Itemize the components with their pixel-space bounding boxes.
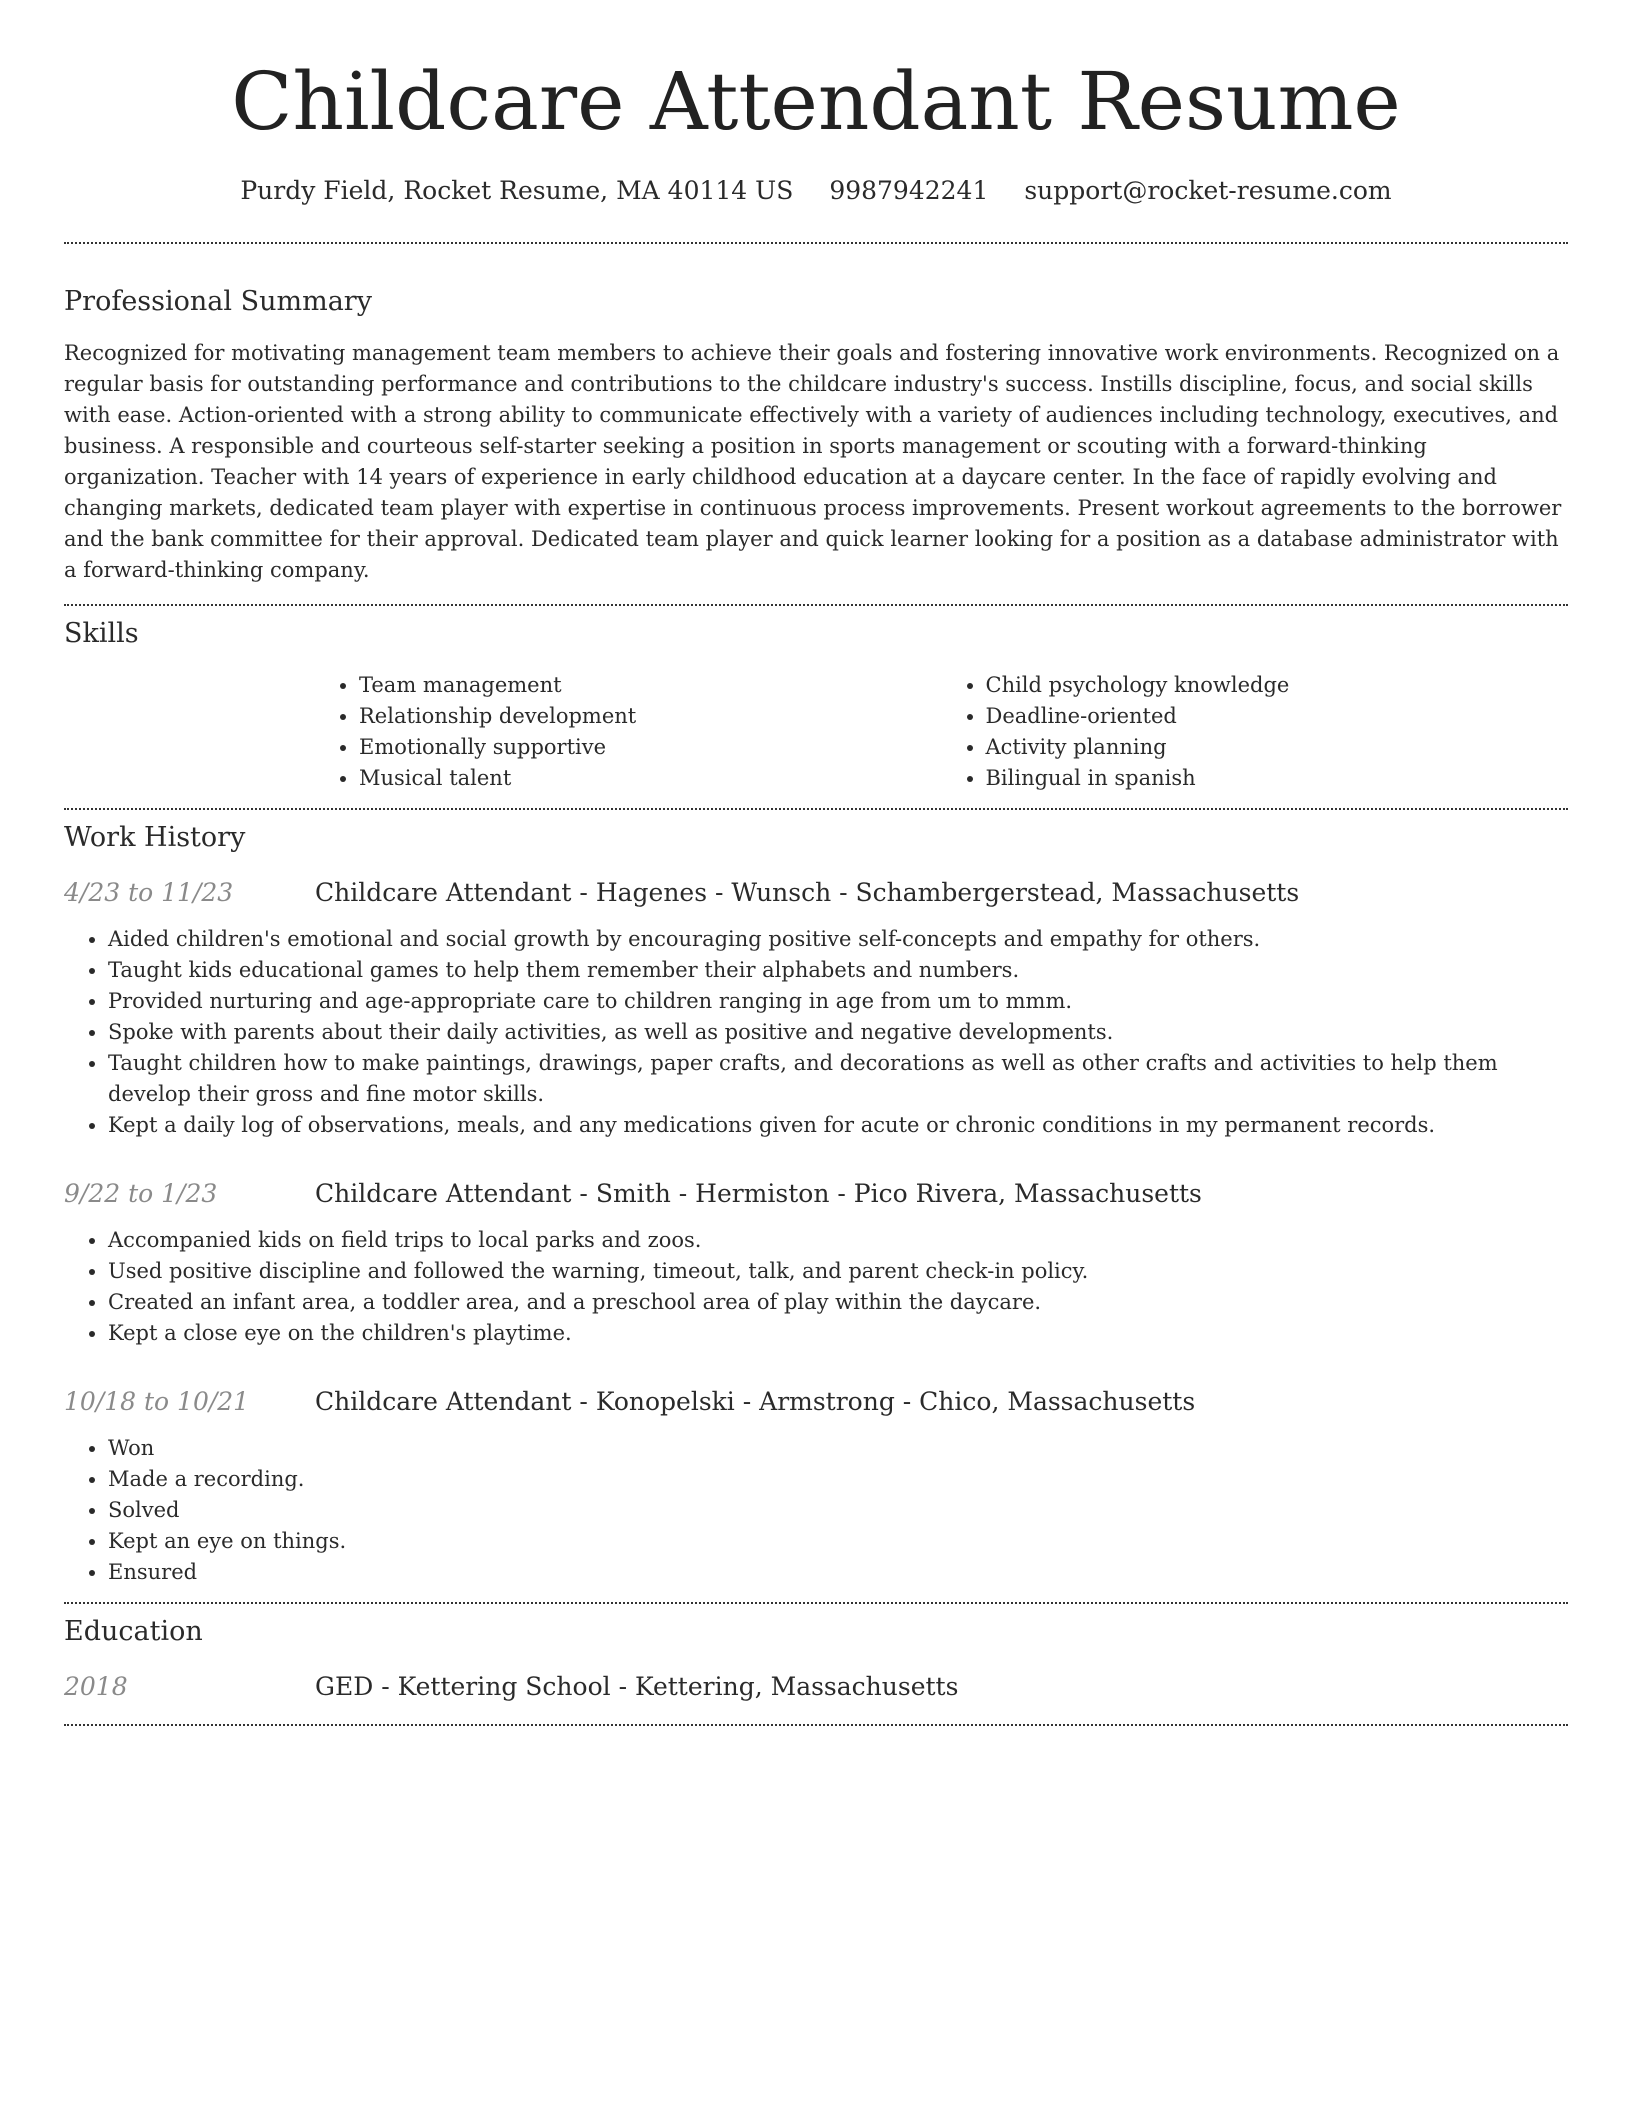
list-item: • Taught kids educational games to help them remember their alphabets and numbers. <box>108 955 1568 986</box>
list-item: • Musical talent <box>359 763 942 794</box>
education-heading: Education <box>64 1616 203 1647</box>
contact-address: Purdy Field, Rocket Resume, MA 40114 US <box>240 176 794 205</box>
list-item: • Deadline-oriented <box>986 701 1569 732</box>
divider <box>64 1602 1568 1604</box>
job-dates: 10/18 to 10/21 <box>64 1387 250 1416</box>
divider <box>64 808 1568 810</box>
job-bullets <box>64 1433 1568 1588</box>
resume-page <box>64 0 1568 1726</box>
education-entry <box>64 1670 1568 1704</box>
list-item: • Solved <box>108 1495 1568 1526</box>
page-title: Childcare Attendant Resume <box>231 55 1401 148</box>
contact-email: support@rocket-resume.com <box>1024 176 1392 205</box>
job-bullets <box>64 924 1568 1141</box>
job-title: Childcare Attendant - Konopelski - Armstrong - Chico, Massachusetts <box>315 1387 1196 1416</box>
job-dates: 4/23 to 11/23 <box>64 878 234 907</box>
list-item: • Aided children's emotional and social growth by encouraging positive self-concepts and empathy for others. <box>108 924 1568 955</box>
list-item: • Activity planning <box>986 732 1569 763</box>
list-item: • Ensured <box>108 1557 1568 1588</box>
summary-text: Recognized for motivating management team members to achieve their goals and fostering innovative work environments. Recognized on a regular basis for outstanding performance and contributions to the childcare industry's success. Instills discipline, focus, and social skills with ease. Action-oriented with a strong ability to communicate effectively with a variety of audiences including technology, executives, and business. A responsible and courteous self-starter seeking a position in sports management or scouting with a forward-thinking organization. Teacher with 14 years of experience in early childhood education at a daycare center. In the face of rapidly evolving and changing markets, dedicated team player with expertise in continuous process improvements. Present workout agreements to the borrower and the bank committee for their approval. Dedicated team player and quick learner looking for a position as a database administrator with a forward-thinking company. <box>64 341 1562 582</box>
job-title: Childcare Attendant - Hagenes - Wunsch - Schambergerstead, Massachusetts <box>315 878 1300 907</box>
education-header <box>64 1670 1568 1704</box>
list-item: • Kept an eye on things. <box>108 1526 1568 1557</box>
education-title: GED - Kettering School - Kettering, Massachusetts <box>315 1672 959 1701</box>
divider <box>64 242 1568 244</box>
job-bullets <box>64 1225 1568 1349</box>
summary-heading: Professional Summary <box>64 286 372 317</box>
job-entry <box>64 876 1568 1141</box>
list-item: • Relationship development <box>359 701 942 732</box>
list-item: • Provided nurturing and age-appropriate care to children ranging in age from um to mmm. <box>108 986 1568 1017</box>
list-item: • Made a recording. <box>108 1464 1568 1495</box>
list-item: • Created an infant area, a toddler area, and a preschool area of play within the daycare. <box>108 1287 1568 1318</box>
list-item: • Kept a close eye on the children's playtime. <box>108 1318 1568 1349</box>
skills-grid <box>315 670 1568 794</box>
job-entry <box>64 1385 1568 1588</box>
job-entry <box>64 1177 1568 1349</box>
list-item: • Spoke with parents about their daily activities, as well as positive and negative developments. <box>108 1017 1568 1048</box>
contact-line <box>64 174 1568 208</box>
job-dates: 9/22 to 1/23 <box>64 1179 218 1208</box>
list-item: • Team management <box>359 670 942 701</box>
skills-list-right <box>942 670 1569 794</box>
job-header <box>64 1177 1568 1211</box>
work-heading: Work History <box>64 822 246 853</box>
skills-list-left <box>315 670 942 794</box>
job-header <box>64 1385 1568 1419</box>
job-title: Childcare Attendant - Smith - Hermiston - Pico Rivera, Massachusetts <box>315 1179 1202 1208</box>
education-date: 2018 <box>64 1672 128 1701</box>
list-item: • Won <box>108 1433 1568 1464</box>
divider <box>64 604 1568 606</box>
list-item: • Taught children how to make paintings, drawings, paper crafts, and decorations as well as other crafts and activities to help them develop their gross and fine motor skills. <box>108 1048 1568 1110</box>
divider <box>64 1724 1568 1726</box>
list-item: • Accompanied kids on field trips to local parks and zoos. <box>108 1225 1568 1256</box>
contact-phone: 9987942241 <box>829 176 989 205</box>
skills-heading: Skills <box>64 618 139 649</box>
list-item: • Child psychology knowledge <box>986 670 1569 701</box>
list-item: • Bilingual in spanish <box>986 763 1569 794</box>
job-header <box>64 876 1568 910</box>
list-item: • Kept a daily log of observations, meals, and any medications given for acute or chronic conditions in my permanent records. <box>108 1110 1568 1141</box>
list-item: • Emotionally supportive <box>359 732 942 763</box>
list-item: • Used positive discipline and followed the warning, timeout, talk, and parent check-in policy. <box>108 1256 1568 1287</box>
